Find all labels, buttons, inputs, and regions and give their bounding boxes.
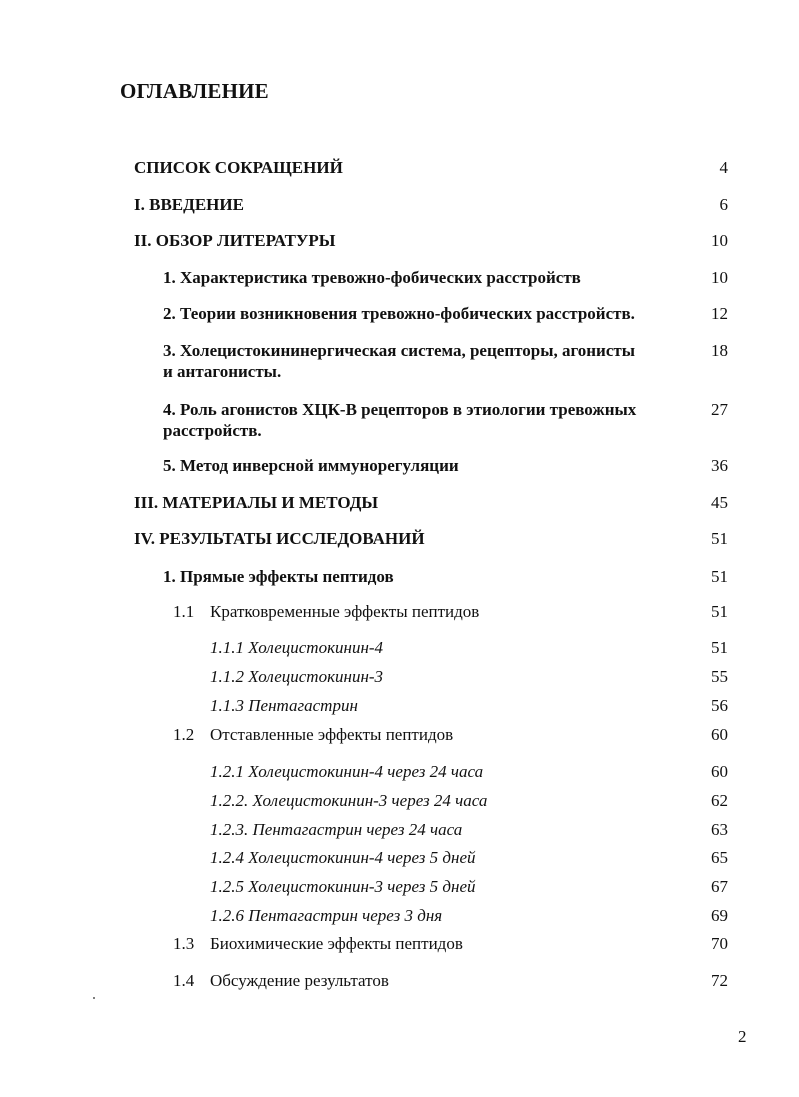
toc-entry-delayed-effects: Отставленные эффекты пептидов (210, 725, 454, 744)
toc-entry-line: расстройств. (163, 421, 262, 440)
toc-entry-discussion: Обсуждение результатов (210, 971, 389, 990)
toc-section-number: 1.1 (173, 602, 195, 621)
toc-entry-biochemical-effects: Биохимические эффекты пептидов (210, 934, 463, 953)
toc-entry-cck4: 1.1.1 Холецистокинин-4 (210, 638, 384, 657)
toc-entry-results-1: 1. Прямые эффекты пептидов (163, 567, 394, 586)
toc-entry-short-term-effects: Кратковременные эффекты пептидов (210, 602, 480, 621)
toc-entry-review-1: 1. Характеристика тревожно-фобических расстройств (163, 268, 581, 287)
toc-entry-cck3: 1.1.2 Холецистокинин-3 (210, 667, 384, 686)
toc-page-number: 67 (711, 877, 728, 896)
toc-entry-abbreviations: СПИСОК СОКРАЩЕНИЙ (134, 158, 343, 177)
toc-entry-results: IV. РЕЗУЛЬТАТЫ ИССЛЕДОВАНИЙ (134, 529, 425, 548)
toc-page-number: 60 (711, 725, 728, 744)
toc-page-number: 55 (711, 667, 728, 686)
toc-entry-pentagastrin-3d: 1.2.6 Пентагастрин через 3 дня (210, 906, 443, 925)
toc-section-number: 1.2 (173, 725, 195, 744)
toc-entry-line: 4. Роль агонистов ХЦК-В рецепторов в этиологии тревожных (163, 400, 637, 419)
toc-page-number: 36 (711, 456, 728, 475)
toc-entry-cck4-24h: 1.2.1 Холецистокинин-4 через 24 часа (210, 762, 484, 781)
toc-page-number: 72 (711, 971, 728, 990)
toc-entry-cck4-5d: 1.2.4 Холецистокинин-4 через 5 дней (210, 848, 476, 867)
toc-entry-review-4 (163, 399, 636, 441)
toc-entry-introduction: I. ВВЕДЕНИЕ (134, 195, 244, 214)
toc-page-number: 51 (711, 602, 728, 621)
toc-page-number: 10 (711, 231, 728, 250)
toc-page-number: 51 (711, 638, 728, 657)
toc-entry-review-5: 5. Метод инверсной иммунорегуляции (163, 456, 459, 475)
toc-page-number: 6 (719, 195, 728, 214)
toc-page-number: 69 (711, 906, 728, 925)
toc-page-number: 4 (719, 158, 728, 177)
toc-page-number: 45 (711, 493, 728, 512)
scan-speck (93, 997, 95, 999)
toc-page-number: 51 (711, 529, 728, 548)
toc-page-number: 62 (711, 791, 728, 810)
toc-page-number: 18 (711, 341, 728, 360)
toc-page-number: 65 (711, 848, 728, 867)
toc-page-number: 12 (711, 304, 728, 323)
toc-page-number: 10 (711, 268, 728, 287)
toc-entry-pentagastrin-24h: 1.2.3. Пентагастрин через 24 часа (210, 820, 463, 839)
toc-entry-review-3 (163, 340, 635, 382)
toc-section-number: 1.4 (173, 971, 195, 990)
toc-entry-materials-methods: III. МАТЕРИАЛЫ И МЕТОДЫ (134, 493, 379, 512)
page-number: 2 (738, 1027, 747, 1046)
toc-section-number: 1.3 (173, 934, 195, 953)
toc-page-number: 27 (711, 400, 728, 419)
toc-page-number: 51 (711, 567, 728, 586)
toc-entry-line: 3. Холецистокининергическая система, рецепторы, агонисты (163, 341, 636, 360)
toc-entry-cck3-5d: 1.2.5 Холецистокинин-3 через 5 дней (210, 877, 476, 896)
toc-page-number: 56 (711, 696, 728, 715)
toc-entry-line: и антагонисты. (163, 362, 282, 381)
toc-page-number: 70 (711, 934, 728, 953)
toc-page-number: 60 (711, 762, 728, 781)
toc-entry-review-2: 2. Теории возникновения тревожно-фобических расстройств. (163, 304, 635, 323)
toc-entry-literature-review: II. ОБЗОР ЛИТЕРАТУРЫ (134, 231, 336, 250)
toc-entry-cck3-24h: 1.2.2. Холецистокинин-3 через 24 часа (210, 791, 488, 810)
toc-entry-pentagastrin: 1.1.3 Пентагастрин (210, 696, 358, 715)
toc-page-number: 63 (711, 820, 728, 839)
page-title: ОГЛАВЛЕНИЕ (120, 79, 269, 103)
